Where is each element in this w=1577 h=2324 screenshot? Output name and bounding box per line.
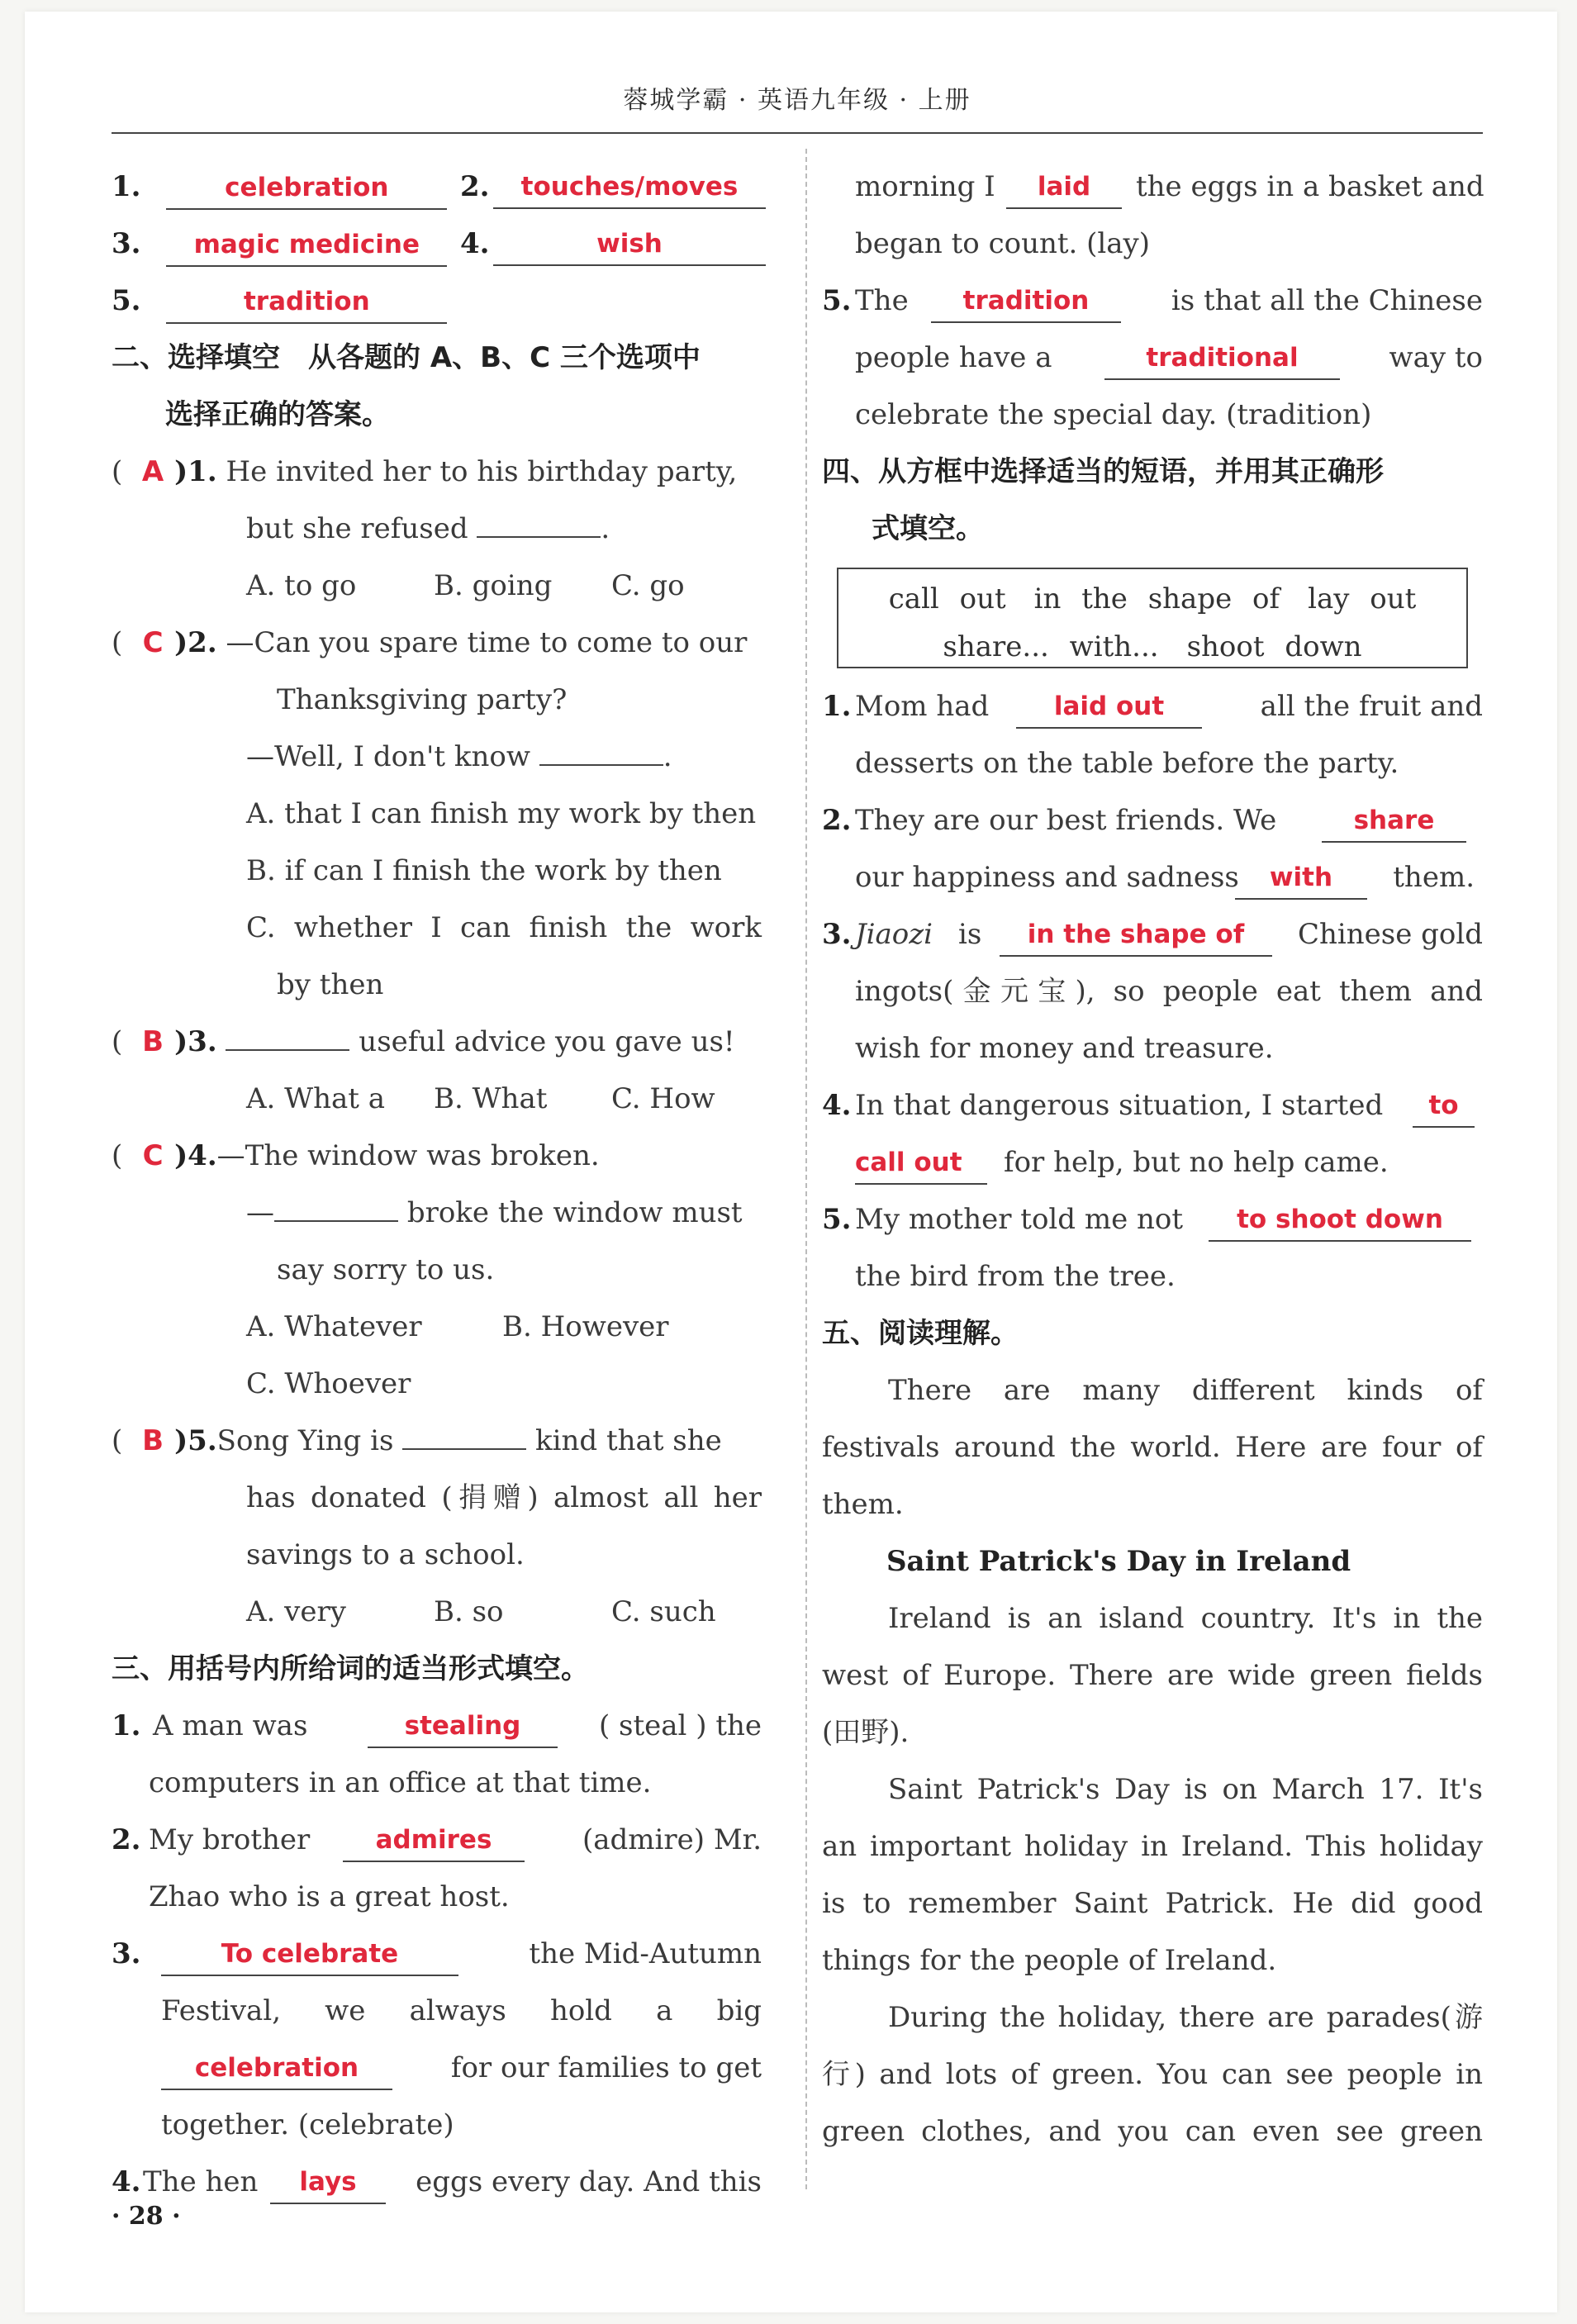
question-text: morning I xyxy=(855,170,995,203)
mc-q2-option-a: A. that I can finish my work by then xyxy=(246,797,757,830)
fill-q1-line-1 xyxy=(112,1698,762,1755)
question-text: is xyxy=(958,918,982,951)
phrase-box-row: call out in the shape of lay out xyxy=(888,582,1417,615)
question-text: Zhao who is a great host. xyxy=(149,1880,510,1913)
left-column xyxy=(112,159,762,2211)
reading-p3-line-2: an important holiday in Ireland. This holiday xyxy=(822,1830,1483,1863)
answer-blank xyxy=(539,734,663,766)
fill-q3-line-3 xyxy=(112,2040,762,2097)
fill-q5-line-2 xyxy=(822,330,1483,387)
question-text: They are our best friends. We xyxy=(855,804,1277,837)
mc-q2-option-c: C. whether I can finish the work xyxy=(246,911,762,944)
option-c: C. go xyxy=(611,569,685,602)
phrase-q5-line-2: the bird from the tree. xyxy=(855,1260,1176,1293)
option-c: C. How xyxy=(611,1082,715,1115)
page-number: · 28 · xyxy=(112,2202,181,2231)
option-a: A. very xyxy=(246,1595,346,1628)
mc-q4-options xyxy=(112,1299,762,1356)
phrase-box xyxy=(837,568,1468,668)
question-number: 2. xyxy=(460,170,490,203)
question-number: 5. xyxy=(112,284,141,317)
question-text: The xyxy=(855,284,909,317)
reading-p4-line-3: green clothes, and you can even see green xyxy=(822,2115,1483,2148)
question-number: 1. xyxy=(822,690,852,723)
mc-q3-line-1: ( B )3. useful advice you gave us! xyxy=(112,1014,762,1071)
mc-q1-line-1: ( A )1. He invited her to his birthday party, xyxy=(112,444,762,501)
option-b: B. going xyxy=(434,569,553,602)
phrase-q4-line-1 xyxy=(822,1077,1483,1134)
question-number: )5. xyxy=(174,1424,217,1457)
question-text: the Mid-Autumn xyxy=(529,1937,762,1970)
mc-q5-line-2: has donated (捐赠) almost all her xyxy=(246,1481,762,1514)
right-column xyxy=(822,159,1483,2160)
fill-q4-line-3: began to count. (lay) xyxy=(855,227,1151,260)
answer-blank: tradition xyxy=(931,280,1121,323)
answer-blank: in the shape of xyxy=(1000,914,1272,957)
question-text: all the fruit and xyxy=(1260,690,1483,723)
question-number: )2. xyxy=(174,626,217,659)
question-text: (admire) Mr. xyxy=(582,1823,762,1856)
reading-p4-line-1: During the holiday, there are parades(游 xyxy=(888,2001,1483,2034)
reading-p3-line-1: Saint Patrick's Day is on March 17. It's xyxy=(888,1773,1483,1806)
question-text: the eggs in a basket and xyxy=(1136,170,1484,203)
question-text: He invited her to his birthday party, xyxy=(226,455,738,488)
punctuation: . xyxy=(663,740,672,773)
question-number: )1. xyxy=(174,455,217,488)
phrase-box-row: share... with... shoot down xyxy=(943,630,1362,663)
answer-blank: touches/moves xyxy=(493,166,766,209)
question-text: My brother xyxy=(149,1823,311,1856)
mc-q4-line-1: ( C )4.—The window was broken. xyxy=(112,1128,762,1185)
sec1-row-1 xyxy=(112,159,762,216)
question-text: Jiaozi xyxy=(855,918,933,951)
mc-q5-line-1: ( B )5.Song Ying is kind that she xyxy=(112,1413,762,1470)
answer-blank: To celebrate xyxy=(161,1933,458,1976)
question-text: Chinese gold xyxy=(1297,918,1483,951)
option-b: B. However xyxy=(502,1310,669,1343)
reading-p3-line-4: things for the people of Ireland. xyxy=(822,1944,1277,1977)
mc-q1-options xyxy=(112,558,762,615)
question-number: 2. xyxy=(822,804,852,837)
answer-blank: wish xyxy=(493,223,766,266)
reading-p2-line-1: Ireland is an island country. It's in the xyxy=(888,1602,1483,1635)
question-number: )3. xyxy=(174,1025,217,1058)
question-number: 4. xyxy=(112,2165,141,2198)
question-text: A man was xyxy=(153,1709,308,1742)
reading-p2-line-2: west of Europe. There are wide green fields xyxy=(822,1659,1483,1692)
question-text: people have a xyxy=(855,341,1052,374)
punctuation: . xyxy=(601,512,610,545)
phrase-q4-line-2 xyxy=(822,1134,1483,1191)
question-text: for help, but no help came. xyxy=(1004,1146,1389,1179)
phrase-q5-line-1 xyxy=(822,1191,1483,1248)
phrase-q1-line-2: desserts on the table before the party. xyxy=(855,747,1399,780)
option-a: A. Whatever xyxy=(246,1310,422,1343)
mc-q4-line-3: say sorry to us. xyxy=(277,1253,495,1286)
mc-q2-option-b: B. if can I finish the work by then xyxy=(246,854,722,887)
question-text: —Well, I don't know xyxy=(246,740,530,773)
reading-p1-line-2: festivals around the world. Here are four of xyxy=(822,1431,1483,1464)
answer-blank: admires xyxy=(343,1819,525,1862)
mc-q5-line-3: savings to a school. xyxy=(246,1538,525,1571)
section-2-title-cont: 选择正确的答案。 xyxy=(165,398,390,431)
choice-answer: B xyxy=(142,1424,164,1457)
question-text: useful advice you gave us! xyxy=(359,1025,735,1058)
question-text: Mom had xyxy=(855,690,990,723)
fill-q1-line-2: computers in an office at that time. xyxy=(149,1766,652,1799)
mc-q5-options xyxy=(112,1584,762,1641)
section-2-title: 二、选择填空 从各题的 A、B、C 三个选项中 xyxy=(112,341,701,374)
question-text: The hen xyxy=(143,2165,259,2198)
sec1-row-3 xyxy=(112,273,762,330)
answer-blank xyxy=(402,1419,526,1450)
fill-q2-line-2 xyxy=(112,1869,762,1926)
phrase-q3-line-1 xyxy=(822,906,1483,963)
fill-q3-line-2: Festival, we always hold a big xyxy=(161,1994,762,2027)
question-text: —The window was broken. xyxy=(216,1139,600,1172)
question-text: —Can you spare time to come to our xyxy=(226,626,748,659)
question-text: our happiness and sadness xyxy=(855,861,1239,894)
answer-blank: celebration xyxy=(166,167,447,210)
question-number: 1. xyxy=(112,170,141,203)
column-divider xyxy=(805,149,807,2189)
phrase-q1-line-1 xyxy=(822,678,1483,735)
answer-blank: magic medicine xyxy=(166,224,447,267)
answer-blank xyxy=(274,1191,398,1222)
reading-p2-line-3: (田野). xyxy=(822,1716,910,1749)
fill-q2-line-1 xyxy=(112,1812,762,1869)
choice-answer: A xyxy=(141,455,164,488)
answer-blank: stealing xyxy=(368,1705,558,1748)
mc-q2-option-c-cont: by then xyxy=(277,968,384,1001)
answer-blank: tradition xyxy=(166,281,447,324)
question-text: kind that she xyxy=(535,1424,722,1457)
answer-blank: laid xyxy=(1006,166,1122,209)
phrase-q3-line-3: wish for money and treasure. xyxy=(855,1032,1274,1065)
question-text: is that all the Chinese xyxy=(1171,284,1483,317)
reading-heading: Saint Patrick's Day in Ireland xyxy=(886,1545,1351,1578)
question-number: 3. xyxy=(112,227,141,260)
mc-q4-line-2 xyxy=(112,1185,762,1242)
reading-p4-line-2: 行) and lots of green. You can see people in xyxy=(822,2058,1483,2091)
reading-p1-line-1: There are many different kinds of xyxy=(888,1374,1483,1407)
mc-q3-options xyxy=(112,1071,762,1128)
question-text: for our families to get xyxy=(450,2051,762,2084)
fill-q4-line-2 xyxy=(822,159,1483,216)
fill-q5-line-1 xyxy=(822,273,1483,330)
reading-p3-line-3: is to remember Saint Patrick. He did good xyxy=(822,1887,1483,1920)
answer-blank: lays xyxy=(270,2161,386,2204)
question-number: 5. xyxy=(822,1203,852,1236)
section-4-title: 四、从方框中选择适当的短语，并用其正确形 xyxy=(822,455,1384,488)
question-number: 4. xyxy=(460,227,490,260)
page-header: 蓉城学霸 · 英语九年级 · 上册 xyxy=(623,86,971,115)
question-text: eggs every day. And this xyxy=(416,2165,762,2198)
question-text: them. xyxy=(1393,861,1475,894)
question-text: but she refused xyxy=(246,512,468,545)
question-text: way to xyxy=(1389,341,1483,374)
question-number: 3. xyxy=(112,1937,141,1970)
question-number: 2. xyxy=(112,1823,141,1856)
choice-answer: C xyxy=(142,1139,164,1172)
question-text: broke the window must xyxy=(406,1196,743,1229)
answer-blank xyxy=(477,506,601,538)
answer-blank: celebration xyxy=(161,2047,392,2090)
answer-blank: share xyxy=(1322,800,1466,843)
mc-q1-line-2 xyxy=(112,501,762,558)
answer-blank: traditional xyxy=(1104,337,1340,380)
question-number: 4. xyxy=(822,1089,852,1122)
answer-blank: call out xyxy=(855,1142,987,1185)
section-5-title: 五、阅读理解。 xyxy=(822,1317,1019,1350)
option-b: B. so xyxy=(434,1595,504,1628)
question-number: )4. xyxy=(174,1139,217,1172)
sec1-row-2 xyxy=(112,216,762,273)
question-number: 3. xyxy=(822,918,852,951)
mc-q2-line-1: ( C )2. —Can you spare time to come to our xyxy=(112,615,762,672)
question-text: In that dangerous situation, I started xyxy=(855,1089,1384,1122)
option-b: B. What xyxy=(434,1082,548,1115)
answer-blank: to shoot down xyxy=(1209,1199,1471,1242)
answer-blank: laid out xyxy=(1016,686,1202,729)
choice-answer: B xyxy=(142,1025,164,1058)
phrase-q2-line-1 xyxy=(822,792,1483,849)
mc-q2-line-3 xyxy=(112,729,762,786)
phrase-q3-line-2: ingots(金元宝), so people eat them and xyxy=(855,975,1483,1008)
section-3-title: 三、用括号内所给词的适当形式填空。 xyxy=(112,1652,589,1685)
mc-q4-option-c: C. Whoever xyxy=(246,1367,411,1400)
fill-q4-line-1 xyxy=(112,2154,762,2211)
question-number: 5. xyxy=(822,284,852,317)
section-4-title-cont: 式填空。 xyxy=(872,512,984,545)
dash: — xyxy=(246,1196,274,1229)
fill-q5-line-3: celebrate the special day. (tradition) xyxy=(855,398,1372,431)
phrase-q2-line-2 xyxy=(822,849,1483,906)
option-c: C. such xyxy=(611,1595,716,1628)
answer-blank: to xyxy=(1413,1085,1475,1128)
question-text: Song Ying is xyxy=(216,1424,394,1457)
option-a: A. to go xyxy=(246,569,357,602)
answer-blank: with xyxy=(1235,857,1367,900)
question-text: ( steal ) the xyxy=(598,1709,762,1742)
question-number: 1. xyxy=(112,1709,141,1742)
header-rule xyxy=(112,132,1483,134)
question-text: My mother told me not xyxy=(855,1203,1184,1236)
mc-q2-line-2: Thanksgiving party? xyxy=(277,683,568,716)
reading-p1-line-3: them. xyxy=(822,1488,904,1521)
fill-q3-line-4: together. (celebrate) xyxy=(161,2108,454,2141)
fill-q3-line-1 xyxy=(112,1926,762,1983)
answer-blank xyxy=(226,1019,349,1051)
choice-answer: C xyxy=(142,626,164,659)
option-a: A. What a xyxy=(246,1082,386,1115)
